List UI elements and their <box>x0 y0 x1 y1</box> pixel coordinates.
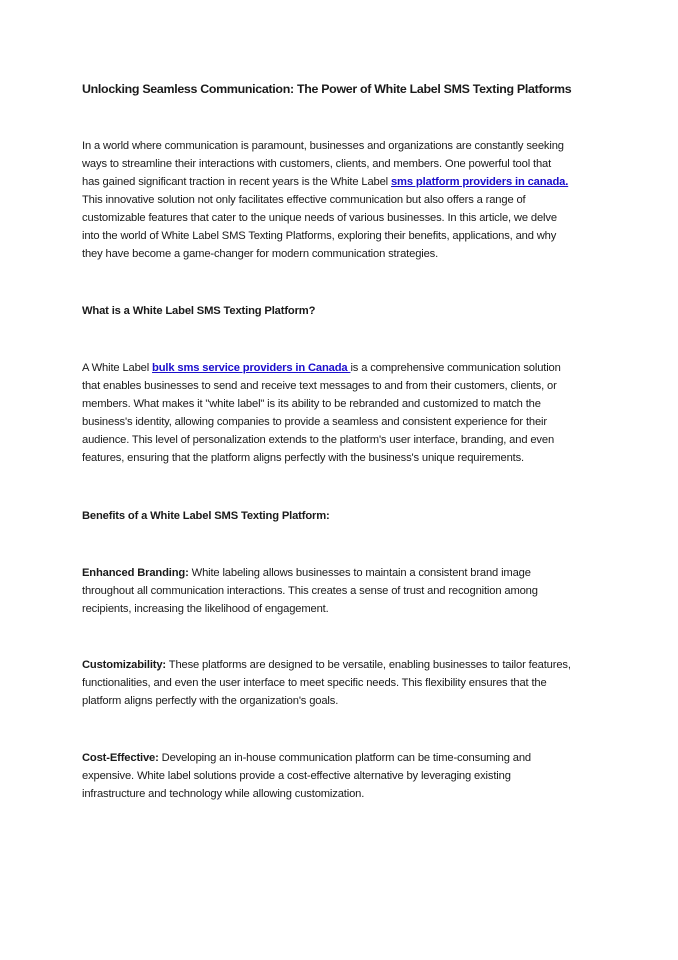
text-line: functionalities, and even the user interface to meet specific needs. This flexibility ensures that the <box>82 677 547 689</box>
text-line: throughout all communication interactions. This creates a sense of trust and recognition among <box>82 585 538 597</box>
section-heading: Benefits of a White Label SMS Texting Platform: <box>82 510 330 522</box>
benefit-term: Cost-Effective: <box>82 752 159 764</box>
text-line: This innovative solution not only facilitates effective communication but also offers a range of <box>82 194 526 206</box>
text-line: expensive. White label solutions provide a cost-effective alternative by leveraging existing <box>82 770 511 782</box>
intro-paragraph <box>82 137 622 263</box>
benefit-term: Enhanced Branding: <box>82 567 189 579</box>
text-line: members. What makes it "white label" is its ability to be rebranded and customized to match the <box>82 398 541 410</box>
text-line <box>82 359 622 377</box>
text-line: platform aligns perfectly with the organization's goals. <box>82 695 339 707</box>
text-line: features, ensuring that the platform aligns perfectly with the business's unique requirements. <box>82 452 524 464</box>
text-line: recipients, increasing the likelihood of engagement. <box>82 603 329 615</box>
text-line: customizable features that cater to the unique needs of various businesses. In this article, we delve <box>82 212 557 224</box>
text-line: they have become a game-changer for modern communication strategies. <box>82 248 439 260</box>
text-line <box>82 564 622 582</box>
benefit-paragraph <box>82 564 622 618</box>
document-title: Unlocking Seamless Communication: The Power of White Label SMS Texting Platforms <box>82 82 572 96</box>
text-line: ways to streamline their interactions with customers, clients, and members. One powerful tool that <box>82 158 552 170</box>
text-line: that enables businesses to send and receive text messages to and from their customers, clients, or <box>82 380 557 392</box>
text-line <box>82 173 622 191</box>
benefit-paragraph <box>82 749 622 803</box>
text-segment: is a comprehensive communication solution <box>350 362 561 374</box>
text-line: audience. This level of personalization extends to the platform's user interface, branding, and even <box>82 434 555 446</box>
text-line <box>82 749 622 767</box>
sms-platform-providers-link[interactable]: sms platform providers in canada. <box>390 176 569 188</box>
text-segment: A White Label <box>82 362 153 374</box>
benefit-term: Customizability: <box>82 659 166 671</box>
text-line: into the world of White Label SMS Texting Platforms, exploring their benefits, applications, and why <box>82 230 557 242</box>
text-segment: These platforms are designed to be versatile, enabling businesses to tailor features, <box>166 659 571 671</box>
definition-paragraph <box>82 359 622 467</box>
text-segment: has gained significant traction in recent years is the White Label <box>82 176 391 188</box>
benefit-paragraph <box>82 656 622 710</box>
text-line: In a world where communication is paramount, businesses and organizations are constantly seeking <box>82 140 564 152</box>
bulk-sms-providers-link[interactable]: bulk sms service providers in Canada <box>152 362 351 374</box>
text-segment: White labeling allows businesses to maintain a consistent brand image <box>188 567 531 579</box>
text-line <box>82 656 622 674</box>
text-line: business's identity, allowing companies to provide a seamless and consistent experience for their <box>82 416 547 428</box>
text-line: infrastructure and technology while allowing customization. <box>82 788 365 800</box>
text-segment: Developing an in-house communication platform can be time-consuming and <box>158 752 531 764</box>
section-heading: What is a White Label SMS Texting Platform? <box>82 305 316 317</box>
